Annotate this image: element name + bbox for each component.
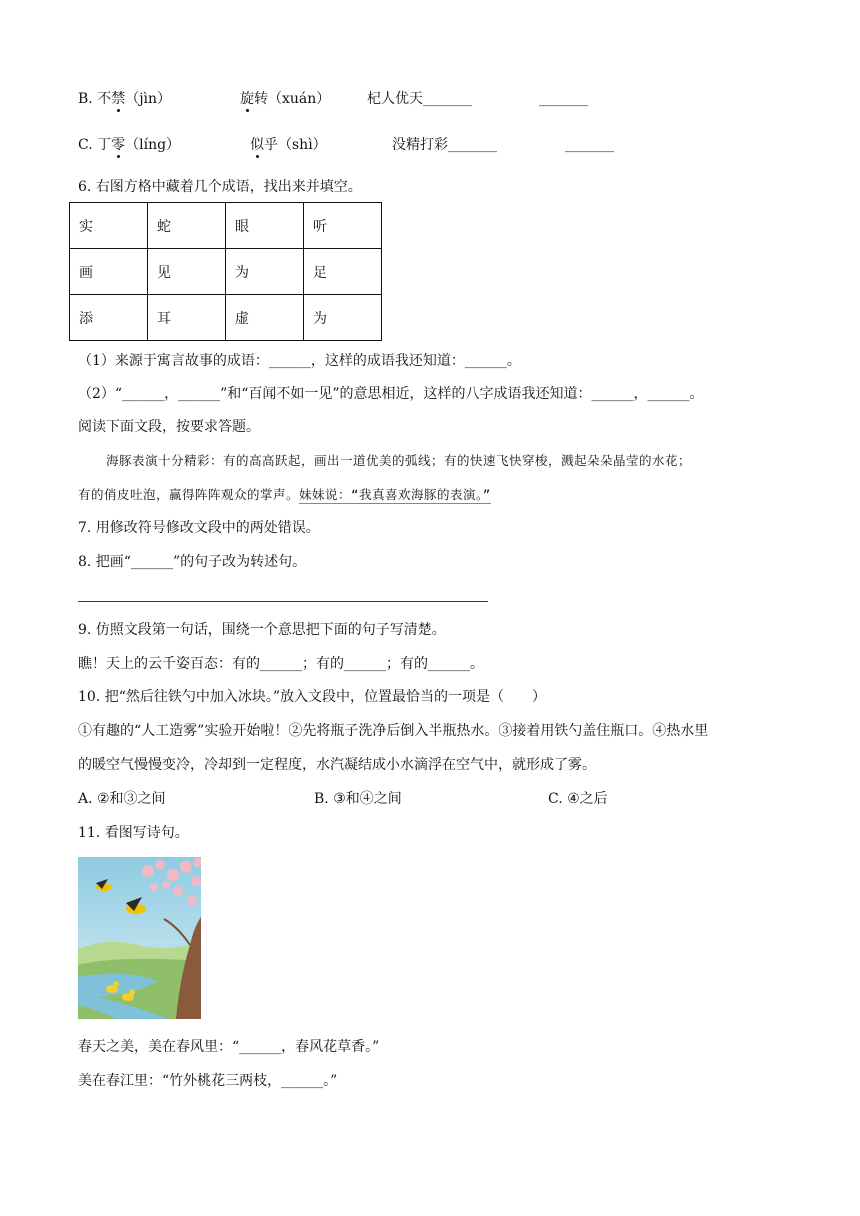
q10-option-c[interactable]: C. ④之后 [548,791,608,807]
option-label: B. [78,91,93,107]
answer-line[interactable] [78,601,488,602]
option-c-blank[interactable]: _______ [565,137,614,153]
option-label: C. [78,137,93,153]
grid-cell: 添 [70,295,148,341]
grid-row [70,295,382,341]
q11-line-1: 春天之美，美在春风里：“______，春风花草香。” [78,1039,380,1055]
pinyin: （jìn） [125,91,172,107]
grid-cell: 耳 [148,295,226,341]
grid-cell: 眼 [226,203,304,249]
q9-sentence: 瞧！天上的云千姿百态：有的______；有的______；有的______。 [78,656,484,672]
spring-scene [78,857,201,1019]
option-c-row: C. 丁零（líng） [78,137,181,153]
grid-cell: 蛇 [148,203,226,249]
q6-prompt: 6. 右图方格中藏着几个成语，找出来并填空。 [78,179,362,195]
pinyin: （xuán） [268,91,331,107]
option-c-word3: 没精打彩_______ [392,137,497,153]
grid-row [70,203,382,249]
underlined-sentence: 妹妹说：“我真喜欢海豚的表演。” [299,487,491,502]
grid-cell: 画 [70,249,148,295]
grid-row [70,249,382,295]
option-b-word3: 杞人优天_______ [367,91,472,107]
dotted-char: 零 [111,137,126,153]
pinyin: （líng） [125,137,181,153]
grid-cell: 为 [226,249,304,295]
q10-option-b[interactable]: B. ③和④之间 [314,791,402,807]
passage-line-2: 有的俏皮吐泡，赢得阵阵观众的掌声。妹妹说：“我真喜欢海豚的表演。” [78,487,491,502]
q11-line-2: 美在春江里：“竹外桃花三两枝，______。” [78,1073,338,1089]
q9-prompt: 9. 仿照文段第一句话，围绕一个意思把下面的句子写清楚。 [78,622,446,638]
grid-cell: 实 [70,203,148,249]
q7-prompt: 7. 用修改符号修改文段中的两处错误。 [78,520,320,536]
q11-prompt: 11. 看图写诗句。 [78,825,189,841]
option-b-row: B. 不禁（jìn） [78,91,172,107]
q8-prompt: 8. 把画“______”的句子改为转述句。 [78,554,307,570]
q10-text-1: ①有趣的“人工造雾”实验开始啦！②先将瓶子洗净后倒入半瓶热水。③接着用铁勺盖住瓶口。④热水里 [78,723,709,739]
grid-cell: 听 [304,203,382,249]
reading-intro: 阅读下面文段，按要求答题。 [78,419,260,435]
grid-cell: 见 [148,249,226,295]
idiom-grid [69,202,382,341]
passage-line-1: 海豚表演十分精彩：有的高高跃起，画出一道优美的弧线；有的快速飞快穿梭，溅起朵朵晶莹的水花； [106,453,692,468]
option-c-word2: 似乎（shì） [250,137,327,153]
grid-cell: 足 [304,249,382,295]
q10-option-a[interactable]: A. ②和③之间 [78,791,166,807]
dotted-char: 似 [250,137,264,153]
spring-illustration [78,857,201,1019]
dotted-char: 禁 [111,91,126,107]
dotted-char: 旋 [240,91,254,107]
q10-prompt: 10. 把“然后往铁勺中加入冰块。”放入文段中，位置最恰当的一项是（ ） [78,689,547,705]
option-b-blank[interactable]: _______ [539,91,588,107]
grid-cell: 为 [304,295,382,341]
q10-text-2: 的暖空气慢慢变冷，冷却到一定程度，水汽凝结成小水滴浮在空气中，就形成了雾。 [78,757,596,773]
q6-part1: （1）来源于寓言故事的成语：______，这样的成语我还知道：______。 [78,353,521,369]
option-b-word2: 旋转（xuán） [240,91,331,107]
grid-cell: 虚 [226,295,304,341]
pinyin: （shì） [278,137,327,153]
q6-part2: （2）“______，______”和“百闻不如一见”的意思相近，这样的八字成语我还知道：______，______。 [78,386,704,402]
